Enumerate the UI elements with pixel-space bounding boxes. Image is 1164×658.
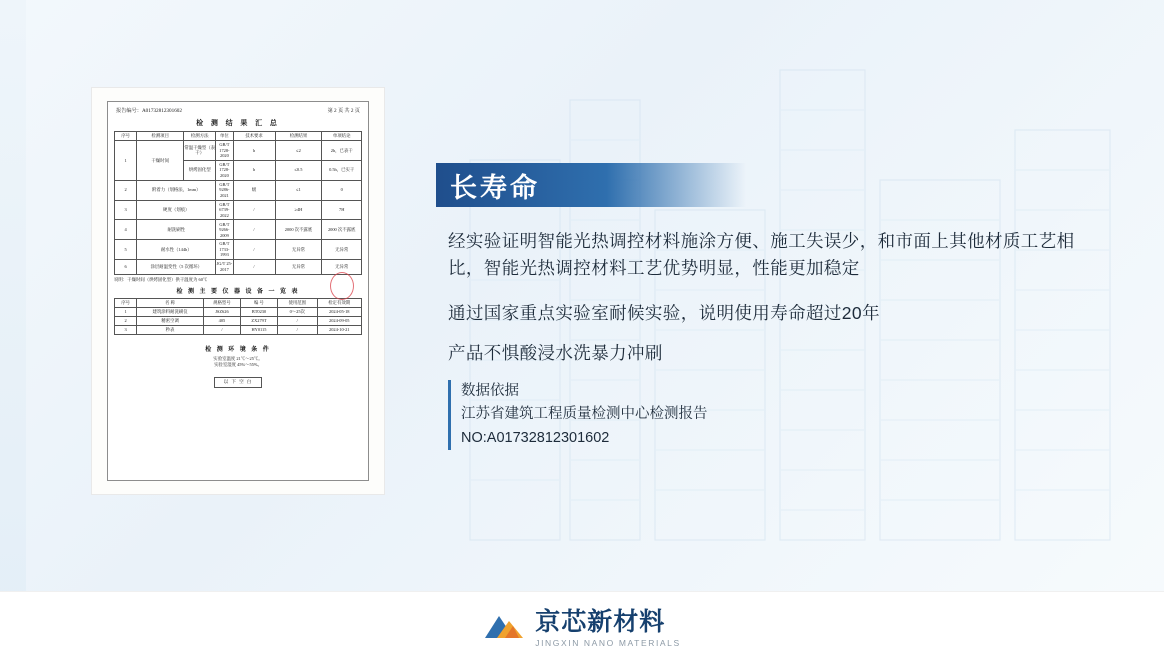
equipment-table [114,298,362,335]
cell-unit: 级 [233,180,275,200]
cell-result: 无异常 [322,260,362,274]
table-header-row [115,299,362,308]
table-row [115,316,362,325]
eq-cell: 2024-05-18 [317,308,361,317]
eq-col-0: 序号 [115,299,137,308]
eq-cell: 0～25次 [278,308,318,317]
brand-name-cn: 京芯新材料 [535,608,666,636]
col-0: 序号 [115,132,137,141]
eq-cell: 3 [115,325,137,334]
paragraph-2: 通过国家重点实验室耐候实验，说明使用寿命超过20年 [448,303,880,323]
cell-method: GB/T 1728-2020 [216,140,233,160]
eq-cell: 405 [203,316,240,325]
cell-subitem: 常温干燥型（表干） [184,140,216,160]
cell-unit: / [233,240,275,260]
cell-index: 6 [115,260,137,274]
eq-cell: 2024-10-21 [317,325,361,334]
table-row [115,220,362,240]
cell-requirement: 无异常 [275,240,322,260]
table-row [115,200,362,220]
eq-cell: 1 [115,308,137,317]
col-2: 检测方法 [184,132,216,141]
data-source-number: NO:A01732812301602 [461,429,610,446]
eq-col-4: 使用范围 [278,299,318,308]
cell-method: GB/T 1733-1993 [216,240,233,260]
data-source-org: 江苏省建筑工程质量检测中心检测报告 [461,406,708,423]
cell-item: 附着力（划格法，1mm） [137,180,216,200]
table-header-row [115,132,362,141]
eq-col-1: 名 称 [137,299,204,308]
cell-unit: h [233,140,275,160]
table-row [115,325,362,334]
environment-line-2: 实验室湿度 45%～55%。 [214,362,262,368]
col-1: 检测项目 [137,132,184,141]
cell-unit: / [233,220,275,240]
cell-result: 0 [322,180,362,200]
brand-name-en: JINGXIN NANO MATERIALS [535,638,681,648]
cell-index: 1 [115,140,137,180]
cell-requirement: 2000 次不露底 [275,220,322,240]
logo-mark-icon [483,612,525,646]
report-page-number: 第 2 页 共 2 页 [327,108,360,114]
cell-result: 无异常 [322,240,362,260]
eq-col-5: 检定有效期 [317,299,361,308]
cell-result: 2000 次不露底 [322,220,362,240]
table-row [115,308,362,317]
eq-col-2: 规格型号 [203,299,240,308]
cell-index: 5 [115,240,137,260]
report-page [107,101,369,481]
eq-cell: 精密空调 [137,316,204,325]
cell-requirement: 无异常 [275,260,322,274]
equipment-title: 检 测 主 要 仪 器 设 备 一 览 表 [176,289,300,296]
cell-item: 耐洗刷性 [137,220,216,240]
cell-requirement: ≤1 [275,180,322,200]
cell-item: 干燥时间 [137,140,184,180]
table-row [115,260,362,274]
eq-cell: / [278,316,318,325]
eq-cell: HY0115 [240,325,277,334]
left-edge-strip [0,0,26,658]
blank-stamp: 以 下 空 白 [214,377,262,388]
cell-unit: / [233,200,275,220]
cell-requirement: ≤0.5 [275,160,322,180]
cell-method: JG/T 25-2017 [216,260,233,274]
eq-cell: / [278,325,318,334]
table-row [115,180,362,200]
cell-item: 耐水性（144h） [137,240,216,260]
table-row [115,140,362,160]
table-row [115,240,362,260]
environment-line-1: 实验室温度 21℃～25℃。 [213,355,263,361]
eq-col-3: 编 号 [240,299,277,308]
cell-item: 硬度（划痕） [137,200,216,220]
col-6: 单项结论 [322,132,362,141]
cell-unit: / [233,260,275,274]
col-3: 单位 [216,132,233,141]
eq-cell: BT0230 [240,308,277,317]
eq-cell: 2 [115,316,137,325]
paragraph-1: 经实验证明智能光热调控材料施涂方便、施工失误少，和市面上其他材质工艺相比，智能光热调控材料工艺优势明显，性能更加稳定 [448,231,1075,279]
cell-method: GB/T 9266-2009 [216,220,233,240]
cell-result: 7H [322,200,362,220]
col-5: 检测结果 [275,132,322,141]
report-number: 报告编号：A01732812301602 [116,108,182,114]
section-heading-banner [436,163,746,207]
report-header [114,107,362,117]
report-note: 说明：干燥时间（烘烤固化型）供干温度为 60℃ [114,276,208,282]
eq-cell: JSZ626 [203,308,240,317]
eq-cell: ZX279T [240,316,277,325]
cell-item: 涂层耐温变性（5 次循环） [137,260,216,274]
report-title: 检 测 结 果 汇 总 [196,119,280,127]
eq-cell: 秒表 [137,325,204,334]
cell-subitem: 烘烤固化型 [184,160,216,180]
data-source-label: 数据依据 [461,383,519,399]
cell-method: GB/T 1728-2020 [216,160,233,180]
cell-index: 4 [115,220,137,240]
paragraph-3: 产品不惧酸浸水洗暴力冲刷 [448,343,663,363]
test-report-image [92,88,384,494]
col-4: 技术要求 [233,132,275,141]
cell-result: 0.5h，已实干 [322,160,362,180]
cell-requirement: ≥4H [275,200,322,220]
footer-bar [0,591,1164,658]
cell-unit: h [233,160,275,180]
red-annotation-circle [330,272,354,300]
environment-title: 检 测 环 境 条 件 [205,346,271,353]
eq-cell: / [203,325,240,334]
cell-method: GB/T 9286-2021 [216,180,233,200]
cell-index: 2 [115,180,137,200]
brand-logo [0,610,1164,648]
eq-cell: 建筑涂料耐洗刷仪 [137,308,204,317]
cell-method: GB/T 6739-2022 [216,200,233,220]
cell-index: 3 [115,200,137,220]
cell-result: 2h，已表干 [322,140,362,160]
data-source-block [448,380,708,450]
section-heading-text: 长寿命 [450,172,540,203]
cell-requirement: ≤2 [275,140,322,160]
eq-cell: 2024-09-05 [317,316,361,325]
results-table [114,131,362,275]
